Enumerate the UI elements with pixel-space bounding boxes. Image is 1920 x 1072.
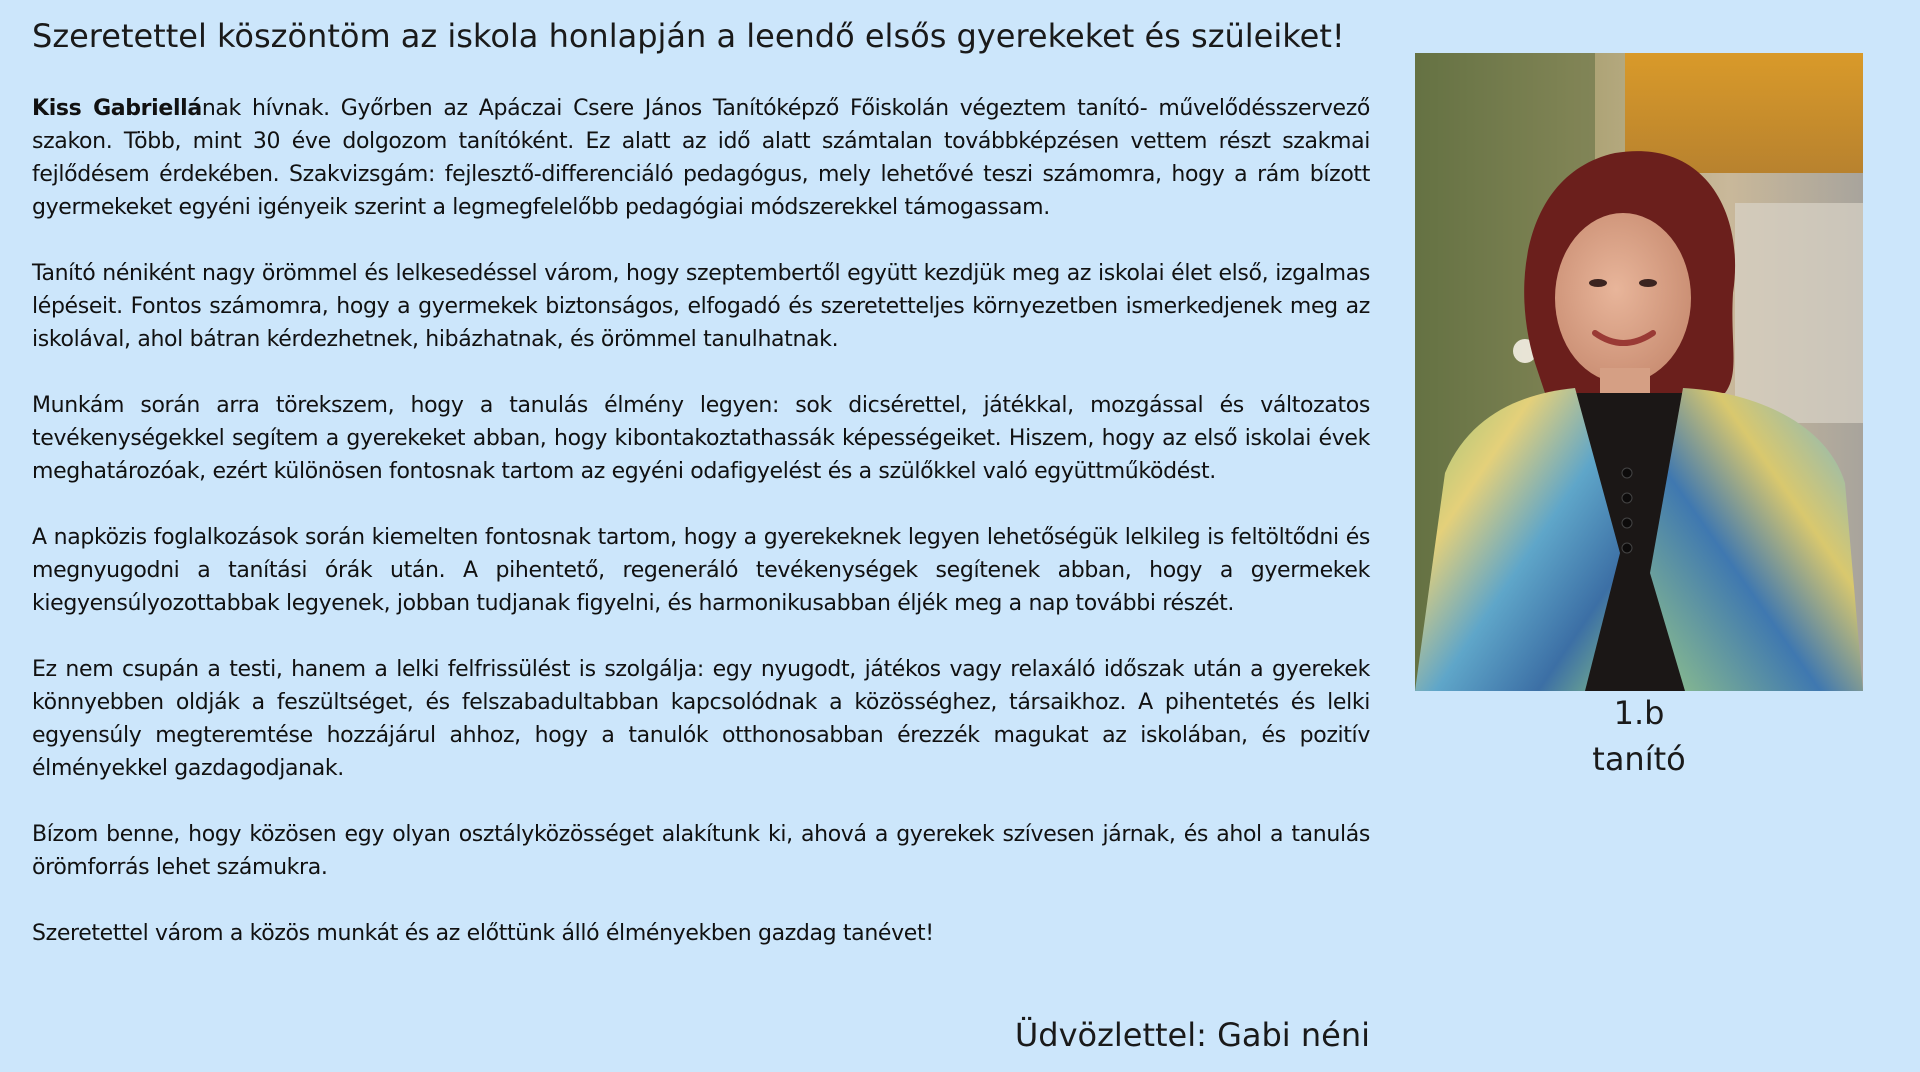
page-title: Szeretettel köszöntöm az iskola honlapján a leendő elsős gyerekeket és szüleiket! bbox=[32, 17, 1345, 55]
paragraph-3: A napközis foglalkozások során kiemelten fontosnak tartom, hogy a gyerekeknek legyen lehetőségük lelkileg is feltöltődni és megnyugodni a tanítási órák után. A pihentető, regeneráló tevékenységek segítenek abban, hogy a gyermekek kiegyensúlyozottabbak legyenek, jobban tudjanak figyelni, és harmonikusabban éljék meg a nap további részét. bbox=[32, 525, 1370, 616]
teacher-photo bbox=[1415, 53, 1863, 691]
intro-paragraph bbox=[32, 92, 1370, 224]
paragraph-1: Tanító néniként nagy örömmel és lelkesedéssel várom, hogy szeptembertől együtt kezdjük meg az iskolai élet első, izgalmas lépéseit. Fontos számomra, hogy a gyermekek biztonságos, elfogadó és szeretetteljes környezetben ismerkedjenek meg az iskolával, ahol bátran kérdezhetnek, hibázhatnak, és örömmel tanulhatnak. bbox=[32, 261, 1370, 352]
photo-caption bbox=[1415, 690, 1863, 782]
intro-text: nak hívnak. Győrben az Apáczai Csere János Tanítóképző Főiskolán végeztem tanító- művelődésszervező szakon. Több, mint 30 éve dolgozom tanítóként. Ez alatt az idő alatt számtalan továbbképzésen vettem részt szakmai fejlődésem érdekében. Szakvizsgám: fejlesztő-differenciáló pedagógus, mely lehetővé teszi számomra, hogy a rám bízott gyermekeket egyéni igényeik szerint a legmegfelelőbb pedagógiai módszerekkel támogassam. bbox=[32, 96, 1370, 220]
paragraph-4: Ez nem csupán a testi, hanem a lelki felfrissülést is szolgálja: egy nyugodt, játékos vagy relaxáló időszak után a gyerekek könnyebben oldják a feszültséget, és felszabadultabban kapcsolódnak a közösséghez, társaikhoz. A pihentetés és lelki egyensúly megteremtése hozzájárul ahhoz, hogy a tanulók otthonosabban érezzék magukat az iskolában, és pozitív élményekkel gazdagodjanak. bbox=[32, 657, 1370, 781]
paragraph-5: Bízom benne, hogy közösen egy olyan osztályközösséget alakítunk ki, ahová a gyerekek szívesen járnak, és ahol a tanulás örömforrás lehet számukra. bbox=[32, 822, 1370, 880]
paragraph-2: Munkám során arra törekszem, hogy a tanulás élmény legyen: sok dicsérettel, játékkal, mozgással és változatos tevékenységekkel segítem a gyerekeket abban, hogy kibontakoztathassák képességeiket. Hiszem, hogy az első iskolai évek meghatározóak, ezért különösen fontosnak tartom az egyéni odafigyelést és a szülőkkel való együttműködést. bbox=[32, 393, 1370, 484]
teacher-name: Kiss Gabriellá bbox=[32, 96, 202, 121]
welcome-letter bbox=[32, 92, 1370, 983]
class-label: 1.b bbox=[1613, 694, 1665, 732]
signature: Üdvözlettel: Gabi néni bbox=[1014, 1016, 1370, 1054]
role-label: tanító bbox=[1592, 740, 1686, 778]
paragraph-6: Szeretettel várom a közös munkát és az előttünk álló élményekben gazdag tanévet! bbox=[32, 921, 934, 946]
